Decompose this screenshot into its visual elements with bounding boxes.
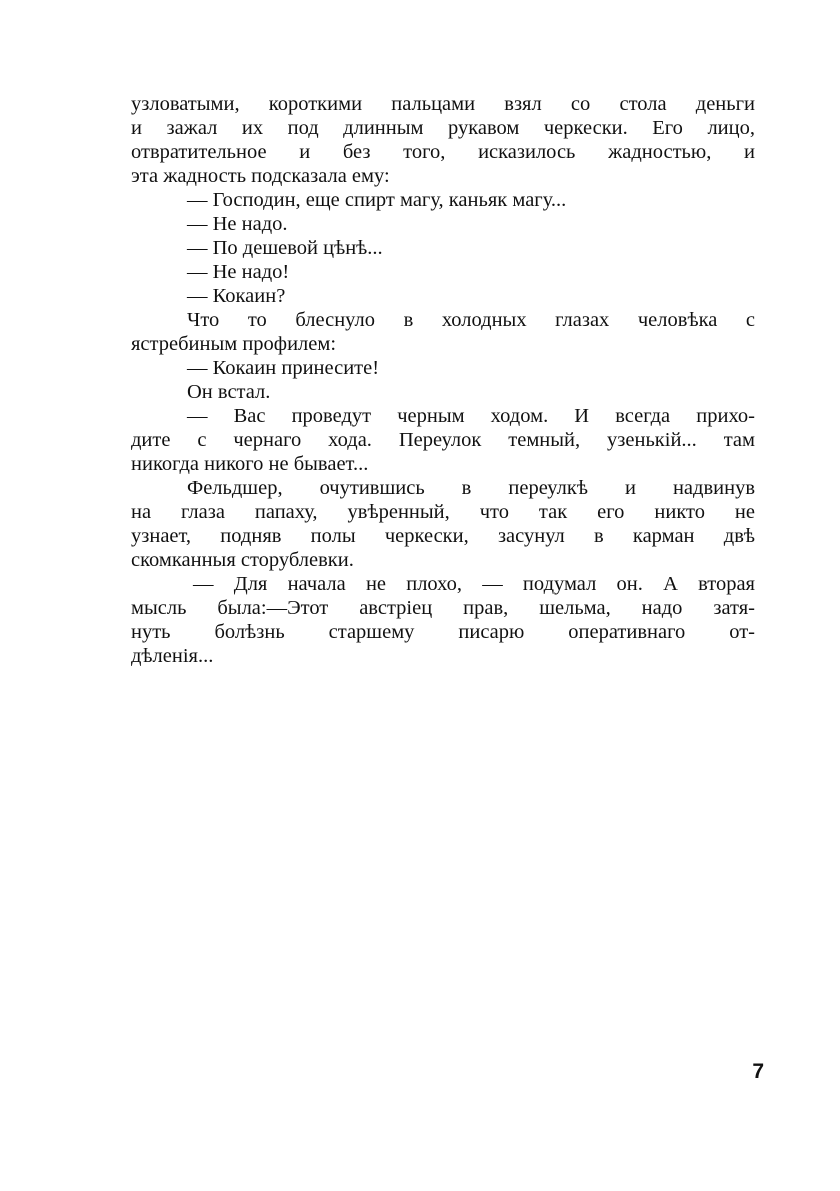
page-number: 7 [752,1060,764,1083]
dialogue-line: — Господин, еще спирт магу, каньяк магу... [187,189,567,211]
dialogue-line: — Кокаин? [187,285,286,307]
text-line: мысль была:—Этот австріец прав, шельма, надо затя- [131,597,755,619]
text-line: и зажал их под длинным рукавом черкески. Его лицо, [131,117,755,139]
text-line: узловатыми, короткими пальцами взял со стола деньги [131,93,755,115]
text-line: Фельдшер, очутившись в переулкѣ и надвинув [187,477,755,499]
dialogue-line: — Вас проведут черным ходом. И всегда прихо- [187,405,755,427]
text-line: узнает, подняв полы черкески, засунул в карман двѣ [131,525,755,547]
dialogue-line: — Не надо! [187,261,290,283]
text-line: скомканныя сторублевки. [131,549,354,571]
main-text [131,92,755,668]
text-line: дѣленія... [131,645,214,667]
text-line: ястребиным профилем: [131,333,337,355]
dialogue-line: — Для начала не плохо, — подумал он. А вторая [193,573,755,595]
text-line: Что то блеснуло в холодных глазах человѣка с [187,309,755,331]
dialogue-line: — Не надо. [187,213,288,235]
text-line: дите с чернаго хода. Переулок темный, узенькій... там [131,429,755,451]
text-line: отвратительное и без того, исказилось жадностью, и [131,141,755,163]
text-line: эта жадность подсказала ему: [131,165,390,187]
text-line: Он встал. [187,381,271,403]
text-line: никогда никого не бывает... [131,453,369,475]
text-line: нуть болѣзнь старшему писарю оперативнаго от- [131,621,755,643]
text-line: на глаза папаху, увѣренный, что так его никто не [131,501,755,523]
dialogue-line: — По дешевой цѣнѣ... [187,237,383,259]
dialogue-line: — Кокаин принесите! [187,357,380,379]
